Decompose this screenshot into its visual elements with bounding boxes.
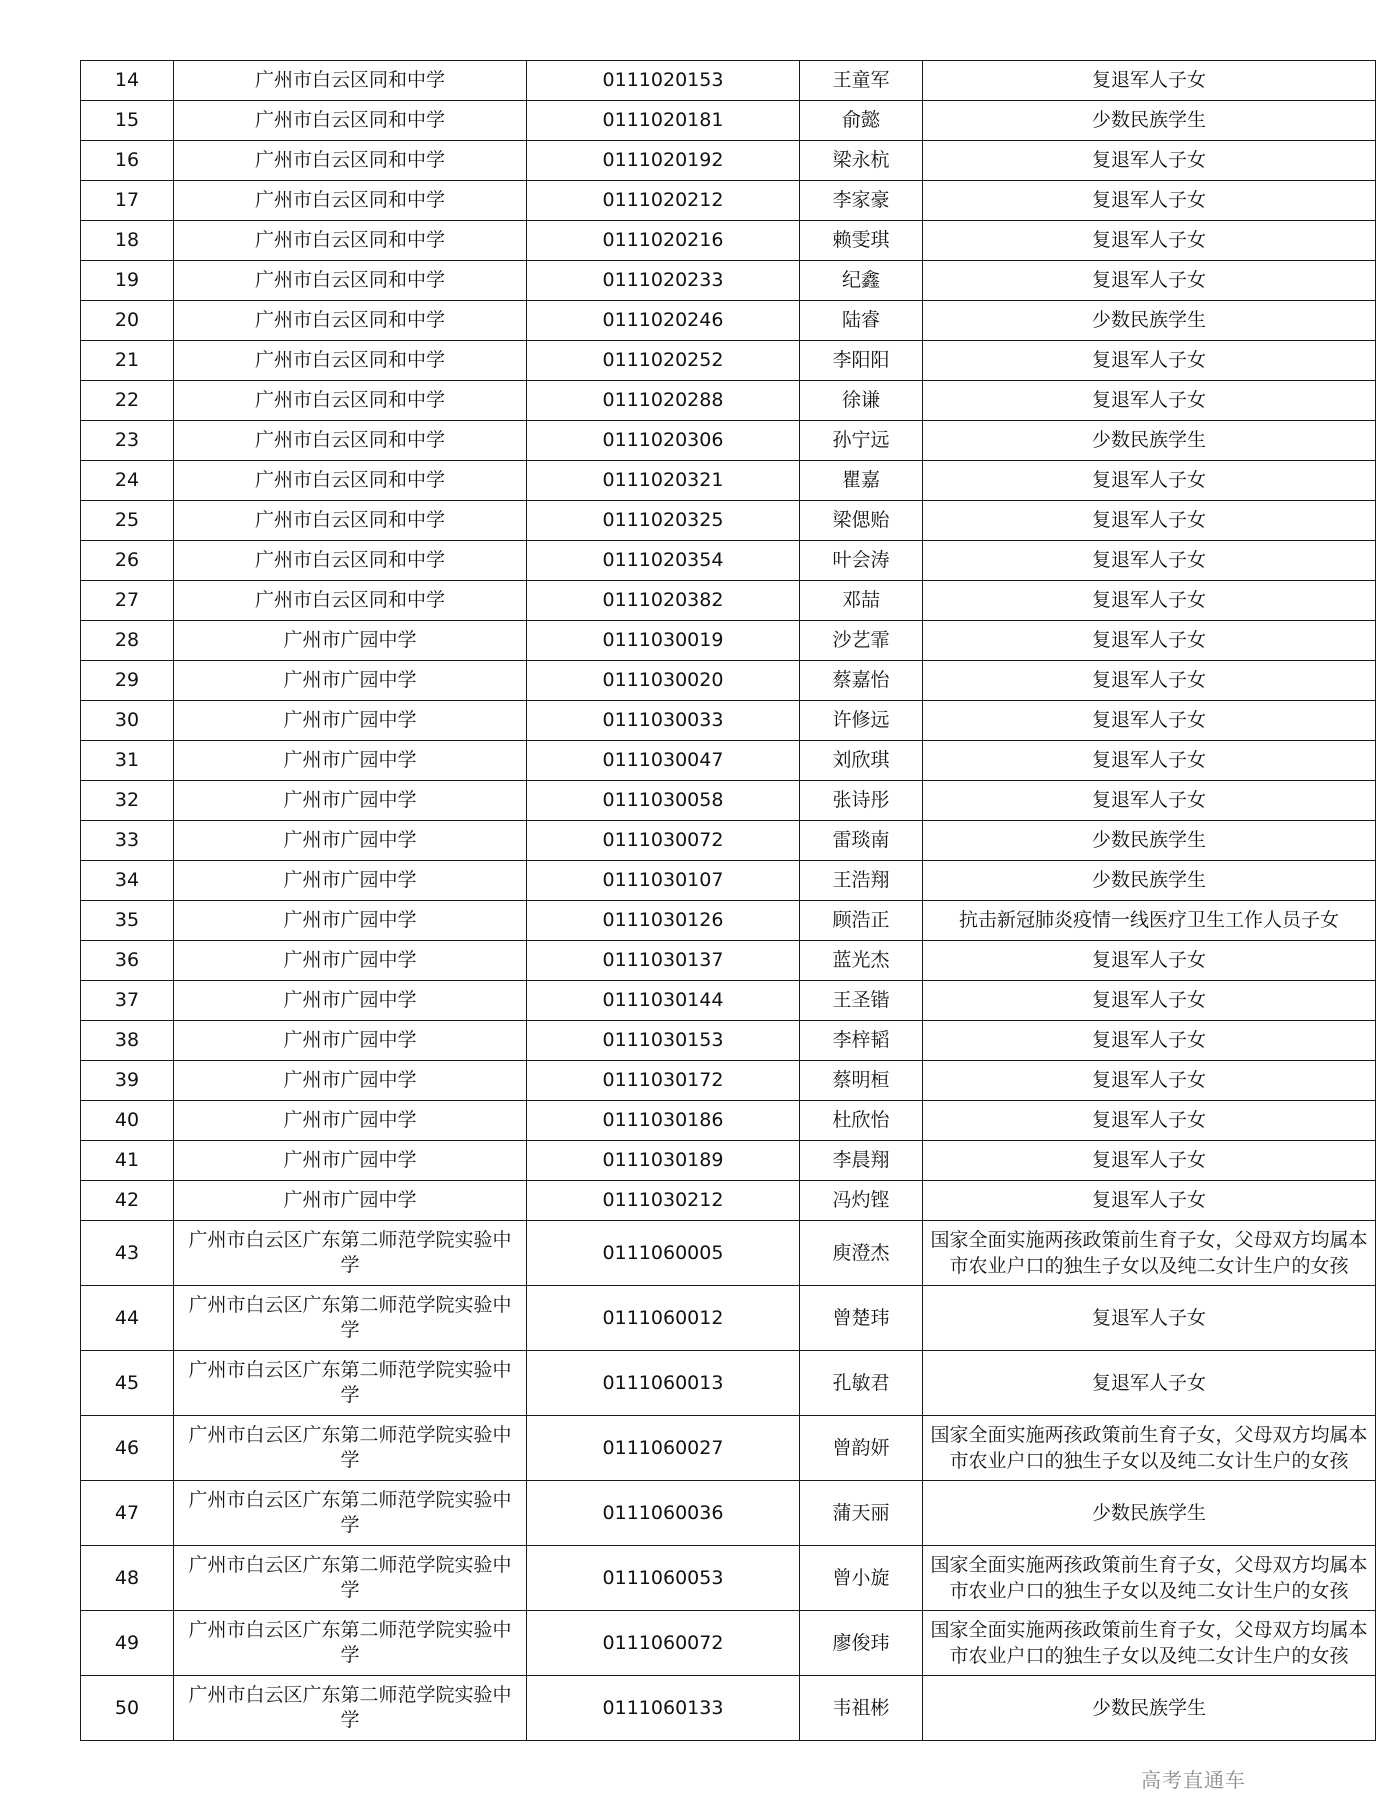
school-name-cell: 广州市白云区同和中学 bbox=[174, 381, 527, 421]
school-name-cell: 广州市白云区同和中学 bbox=[174, 461, 527, 501]
student-id-cell: 0111060053 bbox=[527, 1546, 800, 1611]
school-name-cell: 广州市白云区广东第二师范学院实验中学 bbox=[174, 1546, 527, 1611]
row-number-cell: 45 bbox=[81, 1351, 174, 1416]
school-name-cell: 广州市白云区同和中学 bbox=[174, 301, 527, 341]
row-number-cell: 31 bbox=[81, 741, 174, 781]
table-row bbox=[81, 581, 1376, 621]
watermark-text: 高考直通车 bbox=[1141, 1768, 1246, 1792]
school-name-cell: 广州市广园中学 bbox=[174, 661, 527, 701]
school-name-cell: 广州市白云区同和中学 bbox=[174, 101, 527, 141]
school-name-cell: 广州市广园中学 bbox=[174, 1021, 527, 1061]
student-name-cell: 冯灼铿 bbox=[800, 1181, 923, 1221]
school-name-cell: 广州市白云区同和中学 bbox=[174, 61, 527, 101]
student-id-cell: 0111020354 bbox=[527, 541, 800, 581]
student-name-cell: 雷琰南 bbox=[800, 821, 923, 861]
roster-table bbox=[80, 60, 1376, 1741]
table-row bbox=[81, 301, 1376, 341]
student-id-cell: 0111030189 bbox=[527, 1141, 800, 1181]
category-cell: 复退军人子女 bbox=[923, 181, 1376, 221]
row-number-cell: 39 bbox=[81, 1061, 174, 1101]
student-id-cell: 0111020382 bbox=[527, 581, 800, 621]
category-cell: 复退军人子女 bbox=[923, 1351, 1376, 1416]
table-row bbox=[81, 141, 1376, 181]
student-id-cell: 0111020246 bbox=[527, 301, 800, 341]
student-id-cell: 0111020212 bbox=[527, 181, 800, 221]
row-number-cell: 28 bbox=[81, 621, 174, 661]
roster-table-container bbox=[80, 60, 1368, 1741]
school-name-cell: 广州市白云区同和中学 bbox=[174, 261, 527, 301]
category-cell: 复退军人子女 bbox=[923, 981, 1376, 1021]
school-name-cell: 广州市广园中学 bbox=[174, 861, 527, 901]
school-name-cell: 广州市白云区同和中学 bbox=[174, 341, 527, 381]
category-cell: 复退军人子女 bbox=[923, 661, 1376, 701]
student-name-cell: 杜欣怡 bbox=[800, 1101, 923, 1141]
row-number-cell: 23 bbox=[81, 421, 174, 461]
school-name-cell: 广州市广园中学 bbox=[174, 621, 527, 661]
row-number-cell: 24 bbox=[81, 461, 174, 501]
table-row bbox=[81, 901, 1376, 941]
row-number-cell: 15 bbox=[81, 101, 174, 141]
table-row bbox=[81, 1676, 1376, 1741]
table-row bbox=[81, 821, 1376, 861]
student-name-cell: 王圣锴 bbox=[800, 981, 923, 1021]
student-id-cell: 0111060012 bbox=[527, 1286, 800, 1351]
student-name-cell: 李阳阳 bbox=[800, 341, 923, 381]
student-id-cell: 0111060013 bbox=[527, 1351, 800, 1416]
table-row bbox=[81, 1021, 1376, 1061]
category-cell: 少数民族学生 bbox=[923, 1481, 1376, 1546]
category-cell: 复退军人子女 bbox=[923, 741, 1376, 781]
roster-table-body bbox=[81, 61, 1376, 1741]
table-row bbox=[81, 421, 1376, 461]
school-name-cell: 广州市广园中学 bbox=[174, 1181, 527, 1221]
student-name-cell: 李梓韬 bbox=[800, 1021, 923, 1061]
student-name-cell: 俞懿 bbox=[800, 101, 923, 141]
category-cell: 少数民族学生 bbox=[923, 821, 1376, 861]
student-id-cell: 0111060133 bbox=[527, 1676, 800, 1741]
table-row bbox=[81, 381, 1376, 421]
row-number-cell: 18 bbox=[81, 221, 174, 261]
table-row bbox=[81, 541, 1376, 581]
school-name-cell: 广州市广园中学 bbox=[174, 1061, 527, 1101]
table-row bbox=[81, 701, 1376, 741]
row-number-cell: 42 bbox=[81, 1181, 174, 1221]
student-id-cell: 0111030019 bbox=[527, 621, 800, 661]
category-cell: 复退军人子女 bbox=[923, 141, 1376, 181]
row-number-cell: 34 bbox=[81, 861, 174, 901]
school-name-cell: 广州市广园中学 bbox=[174, 1141, 527, 1181]
row-number-cell: 43 bbox=[81, 1221, 174, 1286]
row-number-cell: 44 bbox=[81, 1286, 174, 1351]
category-cell: 国家全面实施两孩政策前生育子女，父母双方均属本市农业户口的独生子女以及纯二女计生户的女孩 bbox=[923, 1416, 1376, 1481]
student-name-cell: 陆睿 bbox=[800, 301, 923, 341]
school-name-cell: 广州市广园中学 bbox=[174, 981, 527, 1021]
row-number-cell: 17 bbox=[81, 181, 174, 221]
row-number-cell: 26 bbox=[81, 541, 174, 581]
table-row bbox=[81, 181, 1376, 221]
student-name-cell: 孙宁远 bbox=[800, 421, 923, 461]
table-row bbox=[81, 1481, 1376, 1546]
school-name-cell: 广州市白云区同和中学 bbox=[174, 421, 527, 461]
student-name-cell: 廖俊玮 bbox=[800, 1611, 923, 1676]
category-cell: 国家全面实施两孩政策前生育子女，父母双方均属本市农业户口的独生子女以及纯二女计生户的女孩 bbox=[923, 1546, 1376, 1611]
table-row bbox=[81, 501, 1376, 541]
row-number-cell: 16 bbox=[81, 141, 174, 181]
table-row bbox=[81, 261, 1376, 301]
student-id-cell: 0111030144 bbox=[527, 981, 800, 1021]
row-number-cell: 40 bbox=[81, 1101, 174, 1141]
student-id-cell: 0111060005 bbox=[527, 1221, 800, 1286]
table-row bbox=[81, 981, 1376, 1021]
category-cell: 复退军人子女 bbox=[923, 541, 1376, 581]
row-number-cell: 27 bbox=[81, 581, 174, 621]
student-id-cell: 0111020192 bbox=[527, 141, 800, 181]
student-name-cell: 梁永杭 bbox=[800, 141, 923, 181]
category-cell: 复退军人子女 bbox=[923, 1286, 1376, 1351]
student-name-cell: 蒲天丽 bbox=[800, 1481, 923, 1546]
student-id-cell: 0111020321 bbox=[527, 461, 800, 501]
row-number-cell: 36 bbox=[81, 941, 174, 981]
student-name-cell: 邓喆 bbox=[800, 581, 923, 621]
student-name-cell: 徐谦 bbox=[800, 381, 923, 421]
category-cell: 少数民族学生 bbox=[923, 421, 1376, 461]
table-row bbox=[81, 221, 1376, 261]
row-number-cell: 32 bbox=[81, 781, 174, 821]
student-id-cell: 0111030058 bbox=[527, 781, 800, 821]
student-name-cell: 许修远 bbox=[800, 701, 923, 741]
student-id-cell: 0111060036 bbox=[527, 1481, 800, 1546]
student-name-cell: 韦祖彬 bbox=[800, 1676, 923, 1741]
category-cell: 复退军人子女 bbox=[923, 61, 1376, 101]
category-cell: 复退军人子女 bbox=[923, 621, 1376, 661]
category-cell: 复退军人子女 bbox=[923, 341, 1376, 381]
student-id-cell: 0111030107 bbox=[527, 861, 800, 901]
student-name-cell: 蔡明桓 bbox=[800, 1061, 923, 1101]
row-number-cell: 46 bbox=[81, 1416, 174, 1481]
table-row bbox=[81, 741, 1376, 781]
student-name-cell: 王浩翔 bbox=[800, 861, 923, 901]
school-name-cell: 广州市白云区广东第二师范学院实验中学 bbox=[174, 1351, 527, 1416]
category-cell: 复退军人子女 bbox=[923, 1181, 1376, 1221]
school-name-cell: 广州市白云区同和中学 bbox=[174, 141, 527, 181]
student-name-cell: 顾浩正 bbox=[800, 901, 923, 941]
category-cell: 少数民族学生 bbox=[923, 101, 1376, 141]
row-number-cell: 47 bbox=[81, 1481, 174, 1546]
student-id-cell: 0111020181 bbox=[527, 101, 800, 141]
category-cell: 复退军人子女 bbox=[923, 221, 1376, 261]
student-name-cell: 曾韵妍 bbox=[800, 1416, 923, 1481]
student-id-cell: 0111030126 bbox=[527, 901, 800, 941]
student-id-cell: 0111060072 bbox=[527, 1611, 800, 1676]
row-number-cell: 33 bbox=[81, 821, 174, 861]
category-cell: 国家全面实施两孩政策前生育子女，父母双方均属本市农业户口的独生子女以及纯二女计生户的女孩 bbox=[923, 1221, 1376, 1286]
row-number-cell: 48 bbox=[81, 1546, 174, 1611]
category-cell: 复退军人子女 bbox=[923, 581, 1376, 621]
table-row bbox=[81, 1221, 1376, 1286]
school-name-cell: 广州市白云区广东第二师范学院实验中学 bbox=[174, 1481, 527, 1546]
school-name-cell: 广州市白云区广东第二师范学院实验中学 bbox=[174, 1221, 527, 1286]
row-number-cell: 30 bbox=[81, 701, 174, 741]
category-cell: 抗击新冠肺炎疫情一线医疗卫生工作人员子女 bbox=[923, 901, 1376, 941]
row-number-cell: 20 bbox=[81, 301, 174, 341]
table-row bbox=[81, 1546, 1376, 1611]
category-cell: 复退军人子女 bbox=[923, 941, 1376, 981]
category-cell: 复退军人子女 bbox=[923, 1061, 1376, 1101]
row-number-cell: 37 bbox=[81, 981, 174, 1021]
student-name-cell: 蓝光杰 bbox=[800, 941, 923, 981]
school-name-cell: 广州市广园中学 bbox=[174, 781, 527, 821]
student-id-cell: 0111030047 bbox=[527, 741, 800, 781]
table-row bbox=[81, 101, 1376, 141]
student-name-cell: 叶会涛 bbox=[800, 541, 923, 581]
school-name-cell: 广州市白云区同和中学 bbox=[174, 501, 527, 541]
student-id-cell: 0111020288 bbox=[527, 381, 800, 421]
student-name-cell: 李晨翔 bbox=[800, 1141, 923, 1181]
row-number-cell: 21 bbox=[81, 341, 174, 381]
category-cell: 复退军人子女 bbox=[923, 261, 1376, 301]
table-row bbox=[81, 941, 1376, 981]
student-name-cell: 纪鑫 bbox=[800, 261, 923, 301]
table-row bbox=[81, 1101, 1376, 1141]
category-cell: 复退军人子女 bbox=[923, 381, 1376, 421]
school-name-cell: 广州市白云区同和中学 bbox=[174, 181, 527, 221]
school-name-cell: 广州市白云区同和中学 bbox=[174, 221, 527, 261]
table-row bbox=[81, 1416, 1376, 1481]
student-name-cell: 张诗彤 bbox=[800, 781, 923, 821]
row-number-cell: 41 bbox=[81, 1141, 174, 1181]
table-row bbox=[81, 1611, 1376, 1676]
row-number-cell: 25 bbox=[81, 501, 174, 541]
category-cell: 复退军人子女 bbox=[923, 501, 1376, 541]
row-number-cell: 14 bbox=[81, 61, 174, 101]
school-name-cell: 广州市广园中学 bbox=[174, 1101, 527, 1141]
category-cell: 少数民族学生 bbox=[923, 1676, 1376, 1741]
category-cell: 复退军人子女 bbox=[923, 1021, 1376, 1061]
student-name-cell: 曾楚玮 bbox=[800, 1286, 923, 1351]
student-id-cell: 0111030186 bbox=[527, 1101, 800, 1141]
table-row bbox=[81, 1141, 1376, 1181]
table-row bbox=[81, 1351, 1376, 1416]
school-name-cell: 广州市白云区广东第二师范学院实验中学 bbox=[174, 1286, 527, 1351]
category-cell: 少数民族学生 bbox=[923, 301, 1376, 341]
table-row bbox=[81, 1181, 1376, 1221]
school-name-cell: 广州市广园中学 bbox=[174, 941, 527, 981]
row-number-cell: 19 bbox=[81, 261, 174, 301]
table-row bbox=[81, 1061, 1376, 1101]
school-name-cell: 广州市广园中学 bbox=[174, 741, 527, 781]
student-name-cell: 王童军 bbox=[800, 61, 923, 101]
student-id-cell: 0111020306 bbox=[527, 421, 800, 461]
row-number-cell: 50 bbox=[81, 1676, 174, 1741]
student-name-cell: 蔡嘉怡 bbox=[800, 661, 923, 701]
student-id-cell: 0111020233 bbox=[527, 261, 800, 301]
category-cell: 复退军人子女 bbox=[923, 701, 1376, 741]
category-cell: 复退军人子女 bbox=[923, 1141, 1376, 1181]
student-name-cell: 梁偲贻 bbox=[800, 501, 923, 541]
table-row bbox=[81, 861, 1376, 901]
row-number-cell: 22 bbox=[81, 381, 174, 421]
student-name-cell: 瞿嘉 bbox=[800, 461, 923, 501]
school-name-cell: 广州市白云区同和中学 bbox=[174, 541, 527, 581]
student-id-cell: 0111030033 bbox=[527, 701, 800, 741]
student-id-cell: 0111020153 bbox=[527, 61, 800, 101]
category-cell: 复退军人子女 bbox=[923, 461, 1376, 501]
row-number-cell: 38 bbox=[81, 1021, 174, 1061]
table-row bbox=[81, 461, 1376, 501]
school-name-cell: 广州市广园中学 bbox=[174, 821, 527, 861]
table-row bbox=[81, 661, 1376, 701]
category-cell: 复退军人子女 bbox=[923, 1101, 1376, 1141]
student-id-cell: 0111020252 bbox=[527, 341, 800, 381]
student-name-cell: 庾澄杰 bbox=[800, 1221, 923, 1286]
student-id-cell: 0111030172 bbox=[527, 1061, 800, 1101]
row-number-cell: 49 bbox=[81, 1611, 174, 1676]
school-name-cell: 广州市白云区广东第二师范学院实验中学 bbox=[174, 1416, 527, 1481]
category-cell: 国家全面实施两孩政策前生育子女，父母双方均属本市农业户口的独生子女以及纯二女计生户的女孩 bbox=[923, 1611, 1376, 1676]
student-name-cell: 孔敏君 bbox=[800, 1351, 923, 1416]
student-name-cell: 李家豪 bbox=[800, 181, 923, 221]
student-id-cell: 0111060027 bbox=[527, 1416, 800, 1481]
table-row bbox=[81, 621, 1376, 661]
category-cell: 少数民族学生 bbox=[923, 861, 1376, 901]
student-id-cell: 0111030137 bbox=[527, 941, 800, 981]
category-cell: 复退军人子女 bbox=[923, 781, 1376, 821]
school-name-cell: 广州市广园中学 bbox=[174, 701, 527, 741]
school-name-cell: 广州市白云区广东第二师范学院实验中学 bbox=[174, 1611, 527, 1676]
student-name-cell: 沙艺霏 bbox=[800, 621, 923, 661]
table-row bbox=[81, 1286, 1376, 1351]
student-id-cell: 0111030020 bbox=[527, 661, 800, 701]
row-number-cell: 35 bbox=[81, 901, 174, 941]
student-name-cell: 刘欣琪 bbox=[800, 741, 923, 781]
student-id-cell: 0111030072 bbox=[527, 821, 800, 861]
student-name-cell: 赖雯琪 bbox=[800, 221, 923, 261]
student-id-cell: 0111030212 bbox=[527, 1181, 800, 1221]
row-number-cell: 29 bbox=[81, 661, 174, 701]
student-id-cell: 0111030153 bbox=[527, 1021, 800, 1061]
student-id-cell: 0111020325 bbox=[527, 501, 800, 541]
student-name-cell: 曾小旋 bbox=[800, 1546, 923, 1611]
school-name-cell: 广州市白云区广东第二师范学院实验中学 bbox=[174, 1676, 527, 1741]
table-row bbox=[81, 781, 1376, 821]
school-name-cell: 广州市白云区同和中学 bbox=[174, 581, 527, 621]
table-row bbox=[81, 341, 1376, 381]
student-id-cell: 0111020216 bbox=[527, 221, 800, 261]
table-row bbox=[81, 61, 1376, 101]
school-name-cell: 广州市广园中学 bbox=[174, 901, 527, 941]
